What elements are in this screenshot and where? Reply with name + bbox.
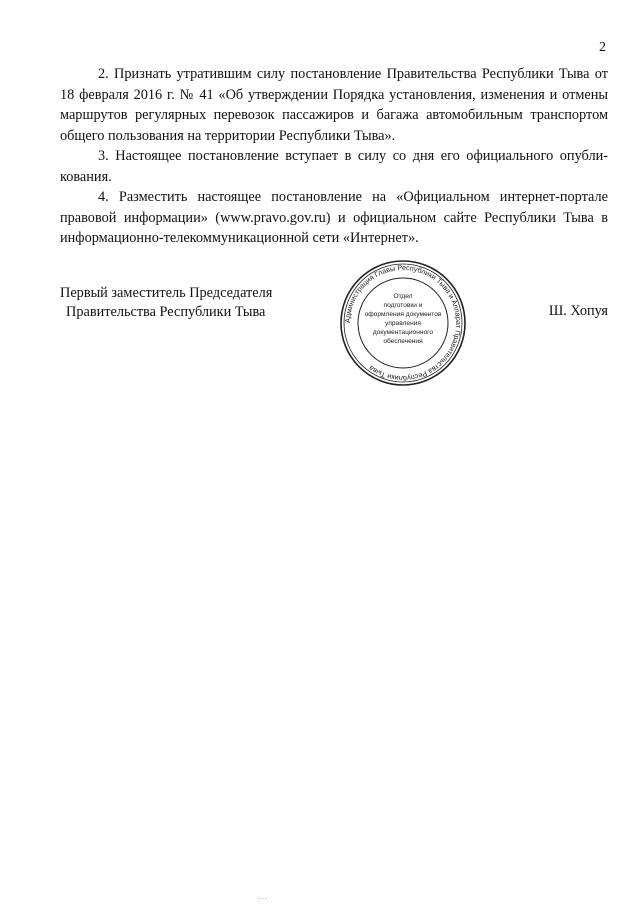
paragraph-2: 2. Признать утратившим силу постановление Правительства Республики Тыва от 18 февраля 2016 г. № 41 «Об утверждении Порядка установления, изменения и отмены маршрутов регулярных перевозок пассажиров и багажа автомобильным транспортом общего пользования на территории Республики Тыва». — [60, 66, 608, 144]
document-body — [60, 64, 608, 249]
footer-mark: ... — [258, 891, 268, 901]
stamp-center-line-3: оформления документов — [364, 311, 442, 318]
signer-title-line1: Первый заместитель Председателя — [60, 285, 273, 301]
page-number: 2 — [599, 40, 606, 55]
signer-title-line2: Правительства Республики Тыва — [66, 304, 266, 320]
official-stamp — [338, 258, 468, 388]
signer-name: Ш. Хопуя — [548, 303, 608, 319]
stamp-center-line-6: обеспечения — [383, 338, 423, 345]
stamp-center-line-4: управления — [385, 320, 421, 327]
signature-block — [60, 258, 608, 388]
stamp-ring-text: Администрация Главы Республики Тыва и Аппарат Правительства Республики Тыва — [342, 262, 464, 384]
stamp-center-line-2: подготовки и — [383, 302, 423, 309]
paragraph-3: 3. Настоящее постановление вступает в силу со дня его официального опубли-кования. — [60, 148, 608, 185]
stamp-center-line-1: Отдел — [393, 293, 413, 300]
signer-title — [60, 284, 272, 322]
paragraph-4: 4. Разместить настоящее постановление на «Официальном интернет-портале правовой информации» (www.pravo.gov.ru) и официальном сайте Республики Тыва в информационно-телекоммуникационной сети «Интернет». — [60, 189, 608, 246]
stamp-center-line-5: документационного — [372, 329, 434, 336]
